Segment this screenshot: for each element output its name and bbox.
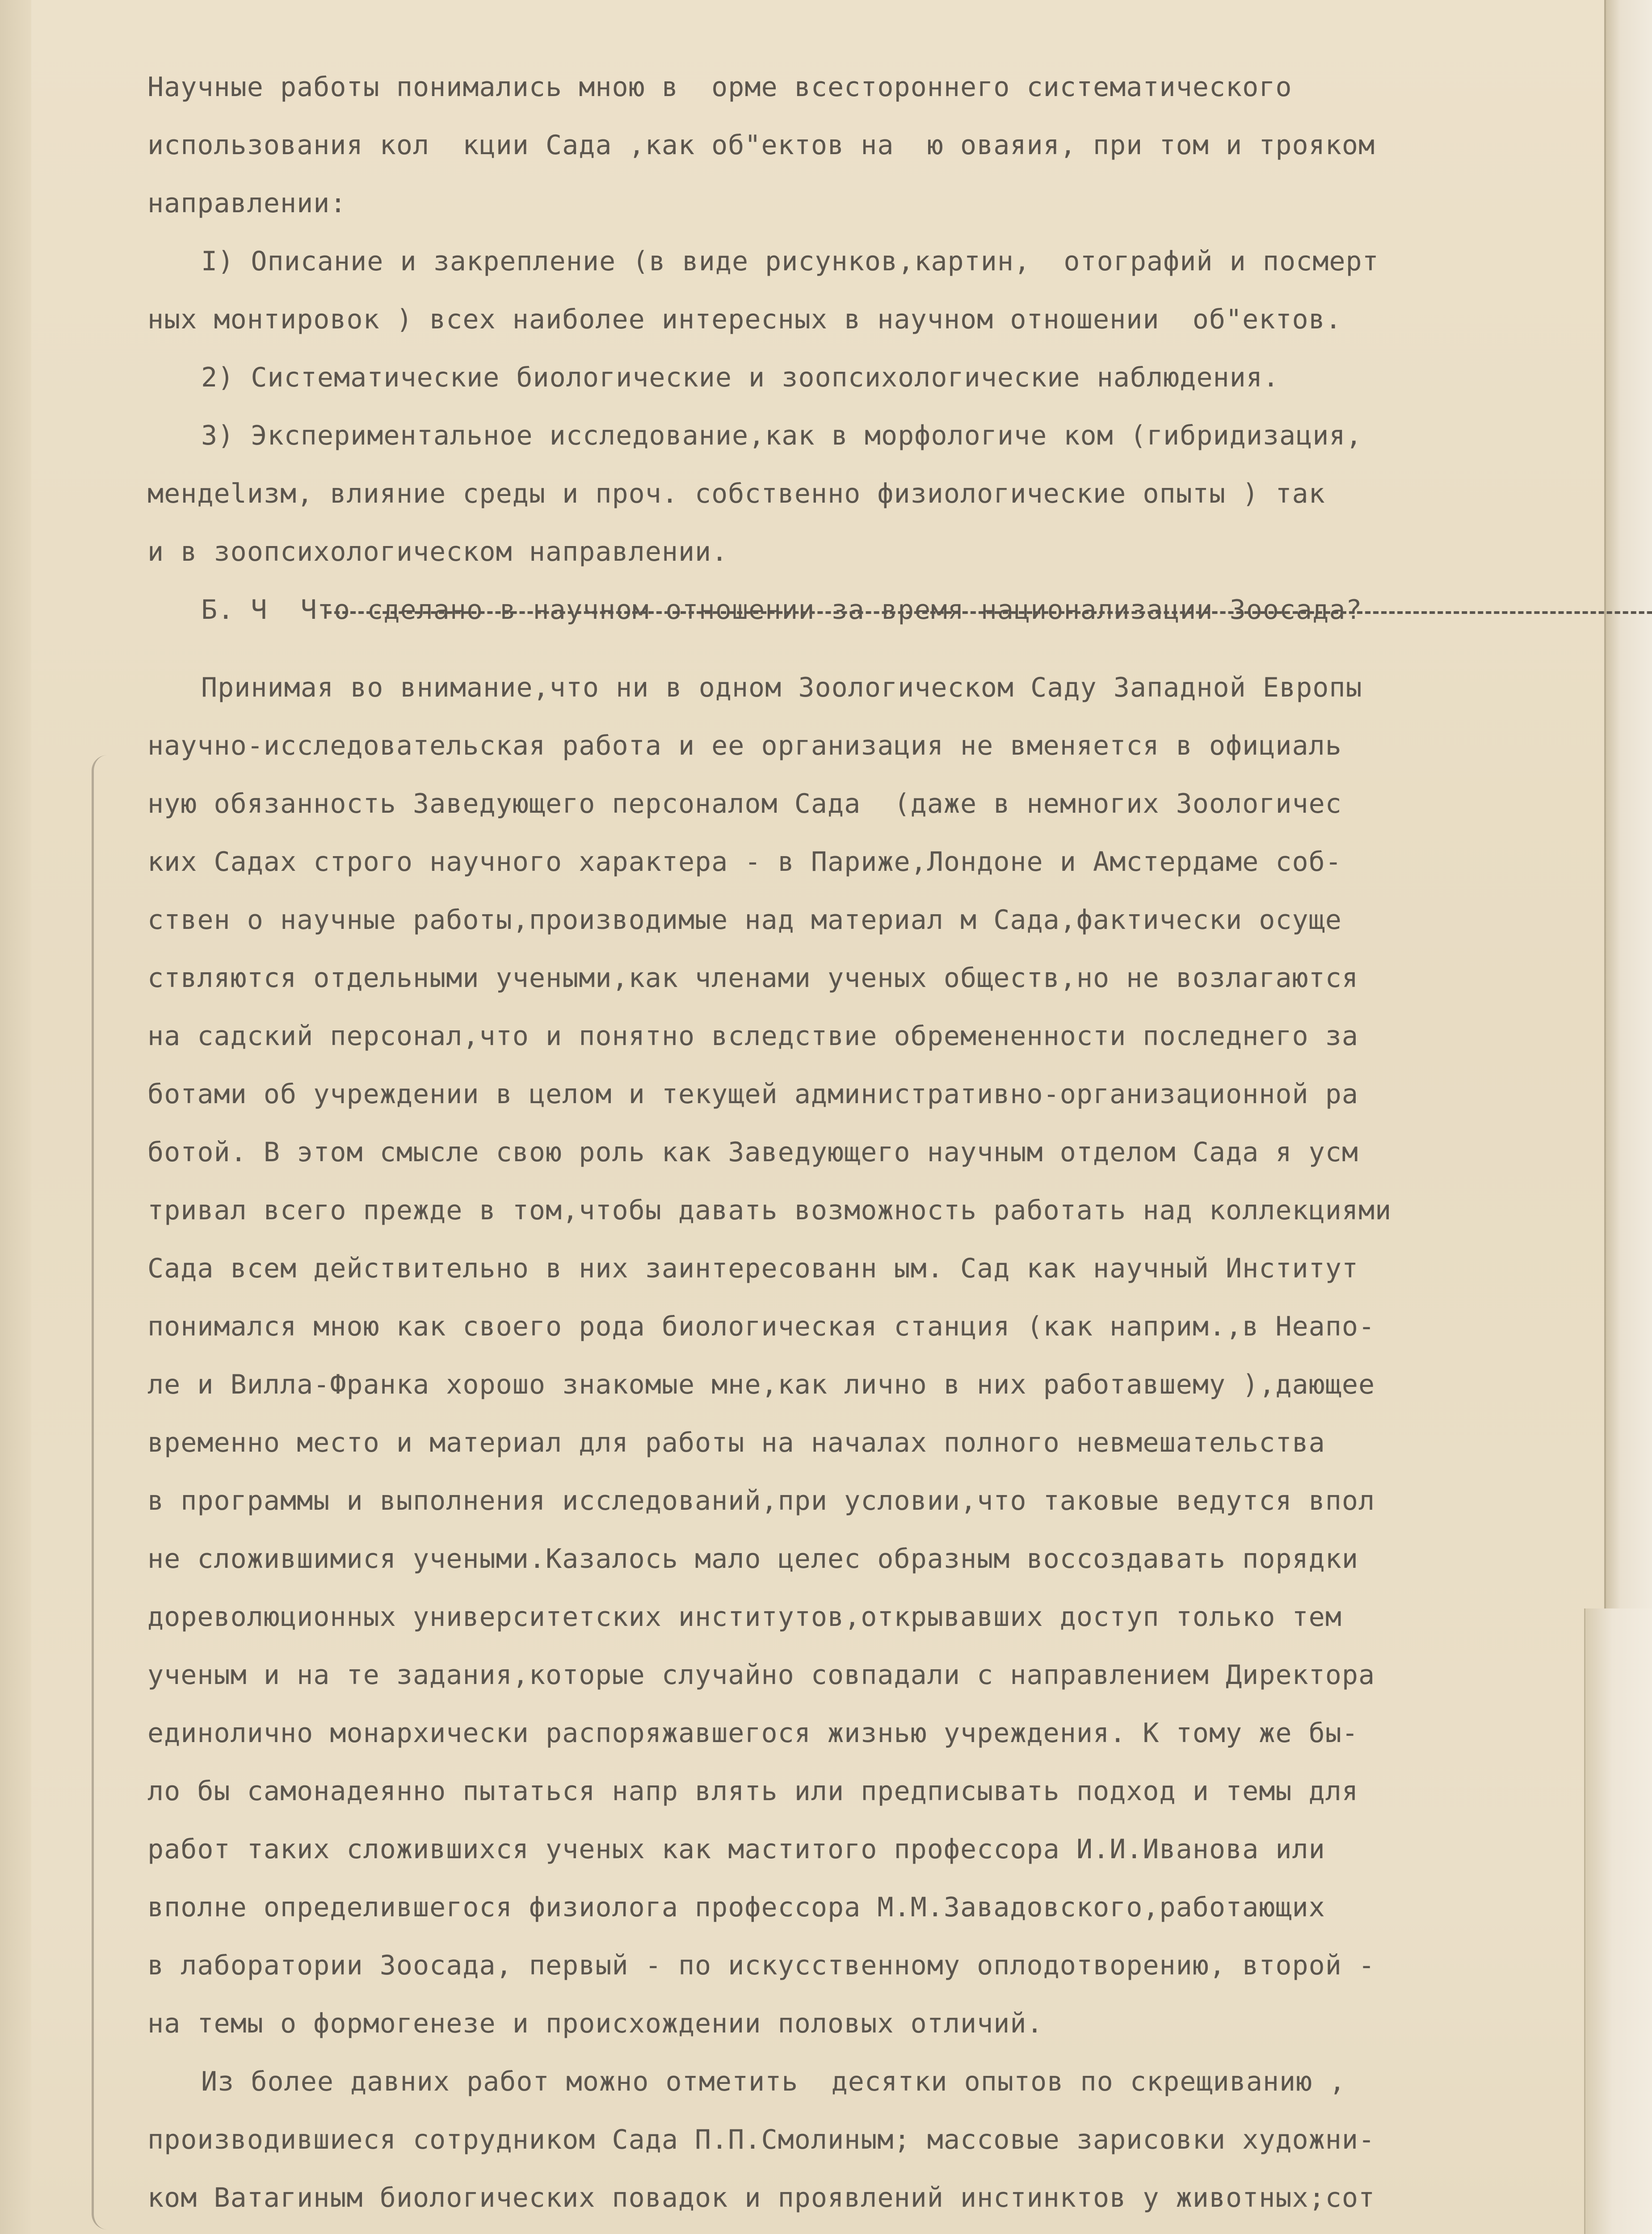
text-line: научно-исследовательская работа и ее организация не вменяется в официаль	[147, 730, 1342, 761]
text-line: на садский персонал,что и понятно вследствие обремененности последнего за	[147, 1020, 1358, 1052]
text-line: тривал всего прежде в том,чтобы давать возможность работать над коллекциями	[147, 1195, 1392, 1226]
text-line: единолично монархически распоряжавшегося жизнью учреждения. К тому же бы-	[147, 1717, 1358, 1749]
text-line: производившиеся сотрудником Сада П.П.Смолиным; массовые зарисовки художни-	[147, 2124, 1375, 2155]
text-line: ботами об учреждении в целом и текущей административно-организационной ра	[147, 1079, 1358, 1110]
paragraph-start: Принимая во внимание,что ни в одном Зоологическом Саду Западной Европы	[201, 672, 1362, 703]
text-line: ких Садах строго научного характера - в Париже,Лондоне и Амстердаме соб-	[147, 846, 1342, 878]
text-line: в программы и выполнения исследований,при условии,что таковые ведутся впол	[147, 1485, 1375, 1516]
text-line: направлении:	[147, 188, 347, 219]
text-line: использования кол кции Сада ,как об"ектов на ю оваяия, при том и трояком	[147, 130, 1375, 161]
text-line: ком Ватагиным биологических повадок и проявлений инстинктов у животных;сот	[147, 2182, 1375, 2213]
text-line: и в зоопсихологическом направлении.	[147, 536, 728, 567]
text-line: вполне определившегося физиолога профессора М.М.Завадовского,работающих	[147, 1892, 1325, 1923]
text-line: на темы о формогенезе и происхождении половых отличий.	[147, 2008, 1043, 2039]
page-left-edge	[0, 0, 31, 2234]
text-line: Сада всем действительно в них заинтересованн ым. Сад как научный Институт	[147, 1253, 1358, 1284]
paragraph-start: Из более давних работ можно отметить десятки опытов по скрещиванию ,	[201, 2066, 1346, 2097]
text-line: понимался мною как своего рода биологическая станция (как наприм.,в Неапо-	[147, 1311, 1375, 1342]
text-line: не сложившимися учеными.Казалось мало целес образным воссоздавать порядки	[147, 1543, 1358, 1575]
text-line: ученым и на те задания,которые случайно совпадали с направлением Директора	[147, 1659, 1375, 1691]
text-line: работ таких сложившихся ученых как маститого профессора И.И.Иванова или	[147, 1834, 1325, 1865]
text-line: дореволюционных университетских институтов,открывавших доступ только тем	[147, 1601, 1342, 1633]
text-line	[147, 2227, 1604, 2234]
text-line: ботой. В этом смысле свою роль как Заведующего научным отделом Сада я усм	[147, 1137, 1358, 1168]
text-line: в лаборатории Зоосада, первый - по искусственному оплодотворению, второй -	[147, 1950, 1375, 1981]
list-item-1: I) Описание и закрепление (в виде рисунков,картин, отографий и посмерт	[201, 246, 1379, 277]
margin-bracket-mark	[92, 755, 107, 2230]
text-line: ствляются отдельными учеными,как членами ученых обществ,но не возлагаются	[147, 962, 1358, 994]
list-item-2: 2) Систематические биологические и зоопсихологические наблюдения.	[201, 362, 1279, 393]
section-heading: Б. Ч Что сделано в научном отношении за время национализации Зоосада?	[201, 594, 1362, 626]
text-line: мендelизм, влияние среды и проч. собственно физиологические опыты ) так	[147, 478, 1325, 509]
text-line: ствен о научные работы,производимые над материал м Сада,фактически осуще	[147, 904, 1342, 936]
text-line: ло бы самонадеянно пытаться напр влять или предписывать подход и темы для	[147, 1776, 1358, 1807]
text-line: ную обязанность Заведующего персоналом Сада (даже в немногих Зоологичес	[147, 788, 1342, 819]
text-line: Научные работы понимались мною в орме всестороннего систематического	[147, 71, 1292, 103]
text-line: ле и Вилла-Франка хорошо знакомые мне,как лично в них работавшему ),дающее	[147, 1369, 1375, 1400]
typewritten-text	[147, 58, 1604, 2234]
text-line: временно место и материал для работы на началах полного невмешательства	[147, 1427, 1325, 1458]
text-line: ных монтировок ) всех наиболее интересных в научном отношении об"ектов.	[147, 304, 1342, 335]
list-item-3: 3) Экспериментальное исследование,как в морфологиче ком (гибридизация,	[201, 420, 1362, 451]
